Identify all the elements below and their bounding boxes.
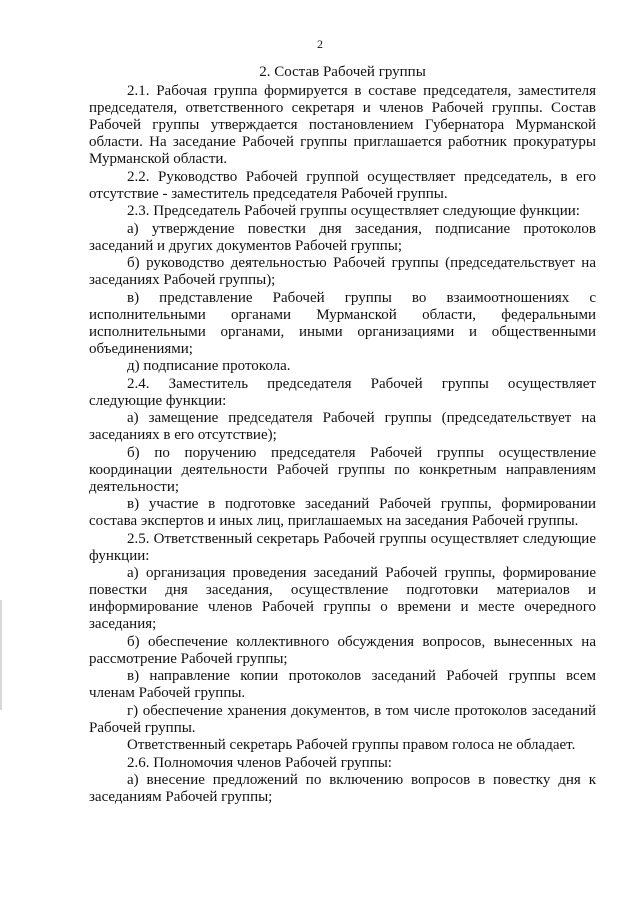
paragraph-2-6: 2.6. Полномочия членов Рабочей группы:: [127, 754, 392, 771]
page-number: 2: [317, 37, 323, 51]
secretary-vote-note: Ответственный секретарь Рабочей группы правом голоса не обладает.: [127, 737, 576, 753]
document-body: [89, 64, 596, 807]
section-heading: 2. Состав Рабочей группы: [259, 64, 426, 80]
paragraph-2-5: 2.5. Ответственный секретарь Рабочей группы осуществляет следующие функции:: [89, 530, 596, 564]
paragraph-2-3: 2.3. Председатель Рабочей группы осуществляет следующие функции:: [127, 203, 580, 219]
item-2-4-v: в) участие в подготовке заседаний Рабочей группы, формировании состава экспертов и иных лиц, приглашаемых на заседания Рабочей группы.: [89, 496, 596, 529]
item-2-5-b: б) обеспечение коллективного обсуждения вопросов, вынесенных на рассмотрение Рабочей группы;: [89, 633, 596, 667]
item-2-3-d: д) подписание протокола.: [127, 358, 291, 374]
item-2-5-a: а) организация проведения заседаний Рабочей группы, формирование повестки дня заседания, осуществление подготовки материалов и информирование членов Рабочей группы о времени и месте очередного заседания;: [89, 565, 596, 632]
item-2-3-a: а) утверждение повестки дня заседания, подписание протоколов заседаний и других документов Рабочей группы;: [89, 220, 596, 254]
item-2-5-v: в) направление копии протоколов заседаний Рабочей группы всем членам Рабочей группы.: [89, 668, 596, 701]
item-2-5-g: г) обеспечение хранения документов, в том числе протоколов заседаний Рабочей группы.: [89, 702, 596, 736]
scan-edge-mark: [0, 600, 2, 710]
item-2-3-v: в) представление Рабочей группы во взаимоотношениях с исполнительными органами Мурманской области, федеральными исполнительными органами, иными организациями и общественными объединениями;: [89, 289, 596, 357]
item-2-3-b: б) руководство деятельностью Рабочей группы (председательствует на заседаниях Рабочей группы);: [89, 255, 596, 288]
item-2-4-b: б) по поручению председателя Рабочей группы осуществление координации деятельности Рабочей группы по конкретным направлениям деятельности;: [89, 444, 596, 495]
item-2-6-a: а) внесение предложений по включению вопросов в повестку дня к заседаниям Рабочей группы;: [89, 772, 596, 805]
item-2-4-a: а) замещение председателя Рабочей группы (председательствует на заседаниях в его отсутствие);: [89, 410, 596, 443]
paragraph-2-4: 2.4. Заместитель председателя Рабочей группы осуществляет следующие функции:: [89, 375, 596, 409]
paragraph-2-1: 2.1. Рабочая группа формируется в составе председателя, заместителя председателя, ответственного секретаря и членов Рабочей группы. Состав Рабочей группы утверждается постановлением Губернатора Мурманской области. На заседание Рабочей группы приглашается работник прокуратуры Мурманской области.: [89, 83, 596, 167]
paragraph-2-2: 2.2. Руководство Рабочей группой осуществляет председатель, в его отсутствие - заместитель председателя Рабочей группы.: [89, 168, 596, 202]
